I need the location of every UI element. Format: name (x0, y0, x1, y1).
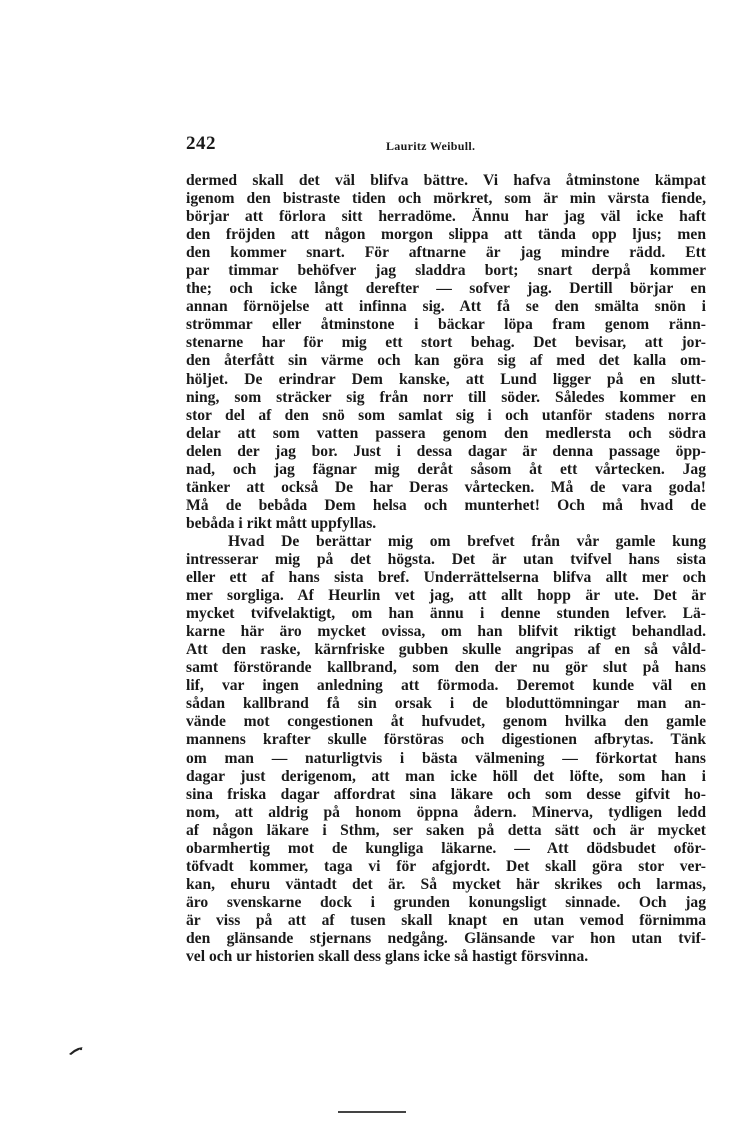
running-head: Lauritz Weibull. (386, 139, 476, 153)
text-line: börjar att förlora sitt herradöme. Ännu har jag väl icke haft (186, 208, 706, 226)
text-line: nad, och jag fägnar mig deråt såsom åt ett vårtecken. Jag (186, 460, 706, 478)
paragraph-container (186, 172, 706, 966)
text-line: nom, att aldrig på honom öppna ådern. Minerva, tydligen ledd (186, 803, 706, 821)
text-line: delar att som vatten passera genom den medlersta och södra (186, 424, 706, 442)
text-line: kan, ehuru väntadt det är. Så mycket här skrikes och larmas, (186, 875, 706, 893)
text-line: stor del af den snö som samlat sig i och utanför stadens norra (186, 406, 706, 424)
text-line: den glänsande stjernans nedgång. Glänsande var hon utan tvif- (186, 929, 706, 947)
text-line: den återfått sin värme och kan göra sig af med det kalla om- (186, 352, 706, 370)
text-line: mer sorgliga. Af Heurlin vet jag, att allt hopp är ute. Det är (186, 587, 706, 605)
text-line: af någon läkare i Sthm, ser saken på detta sätt och är mycket (186, 821, 706, 839)
text-line: the; och icke långt derefter — sofver jag. Dertill börjar en (186, 280, 706, 298)
text-line: dermed skall det väl blifva bättre. Vi hafva åtminstone kämpat (186, 172, 706, 189)
text-line: samt förstörande kallbrand, som den der nu gör slut på hans (186, 659, 706, 677)
text-line: sina friska dagar affordrat sina läkare och som desse gifvit ho- (186, 785, 706, 803)
text-line: lif, var ingen anledning att förmoda. Deremot kunde väl en (186, 677, 706, 695)
text-line: sådan kallbrand få sin orsak i de bloduttömningar man an- (186, 695, 706, 713)
text-line: Hvad De berättar mig om brefvet från vår gamle kung (228, 532, 706, 550)
text-line: obarmhertig mot de kungliga läkarne. — Att dödsbudet oför- (186, 839, 706, 857)
text-line: äro svenskarne dock i grunden konungsligt sinnade. Och jag (186, 893, 706, 911)
text-line: stenarne har för mig ett stort behag. Det bevisar, att jor- (186, 334, 706, 352)
text-line: par timmar behöfver jag sladdra bort; snart derpå kommer (186, 262, 706, 280)
page-header (186, 133, 706, 155)
text-line: bebåda i rikt mått uppfyllas. (186, 514, 377, 532)
text-line: vände mot congestionen åt hufvudet, genom hvilka den gamle (186, 713, 706, 731)
text-line: höljet. De erindrar Dem kanske, att Lund ligger på en slutt- (186, 370, 706, 388)
page-number: 242 (186, 133, 216, 154)
text-line: den fröjden att någon morgon slippa att tända opp ljus; men (186, 226, 706, 244)
text-line: vel och ur historien skall dess glans icke så hastigt försvinna. (186, 948, 589, 966)
text-line: Att den raske, kärnfriske gubben skulle angripas af en så våld- (186, 641, 706, 659)
text-line: ning, som sträcker sig från norr till söder. Således kommer en (186, 388, 706, 406)
text-line: igenom den bistraste tiden och mörkret, som är min värsta fiende, (186, 190, 706, 208)
footer-rule (338, 1111, 406, 1113)
text-line: mycket tvifvelaktigt, om han ännu i denne stunden lefver. Lä- (186, 605, 706, 623)
paragraph (186, 172, 706, 533)
text-line: om man — naturligtvis i bästa välmening — förkortat hans (186, 749, 706, 767)
text-line: annan förnöjelse att infinna sig. Att få se den smälta snön i (186, 298, 706, 316)
ink-mark-icon (68, 1046, 84, 1056)
text-line: dagar just derigenom, att man icke höll det löfte, som han i (186, 767, 706, 785)
text-line: Må de bebåda Dem helsa och munterhet! Och må hvad de (186, 496, 706, 514)
text-line: mannens krafter skulle förstöras och digestionen afbrytas. Tänk (186, 731, 706, 749)
text-line: tänker att också De har Deras vårtecken. Må de vara goda! (186, 478, 706, 496)
paragraph (186, 533, 706, 966)
text-line: karne här äro mycket ovissa, om han blifvit riktigt behandlad. (186, 623, 706, 641)
text-line: töfvadt kommer, taga vi för afgjordt. Det skall göra stor ver- (186, 857, 706, 875)
text-line: intresserar mig på det högsta. Det är utan tvifvel hans sista (186, 550, 706, 568)
body-text (186, 172, 706, 966)
text-line: delen der jag bor. Just i dessa dagar är denna passage öpp- (186, 442, 706, 460)
text-line: strömmar eller åtminstone i bäckar löpa fram genom ränn- (186, 316, 706, 334)
text-line: eller ett af hans sista bref. Underrättelserna blifva allt mer och (186, 569, 706, 587)
text-line: den kommer snart. För aftnarne är jag mindre rädd. Ett (186, 244, 706, 262)
text-line: är viss på att af tusen skall knapt en utan vemod förnimma (186, 911, 706, 929)
